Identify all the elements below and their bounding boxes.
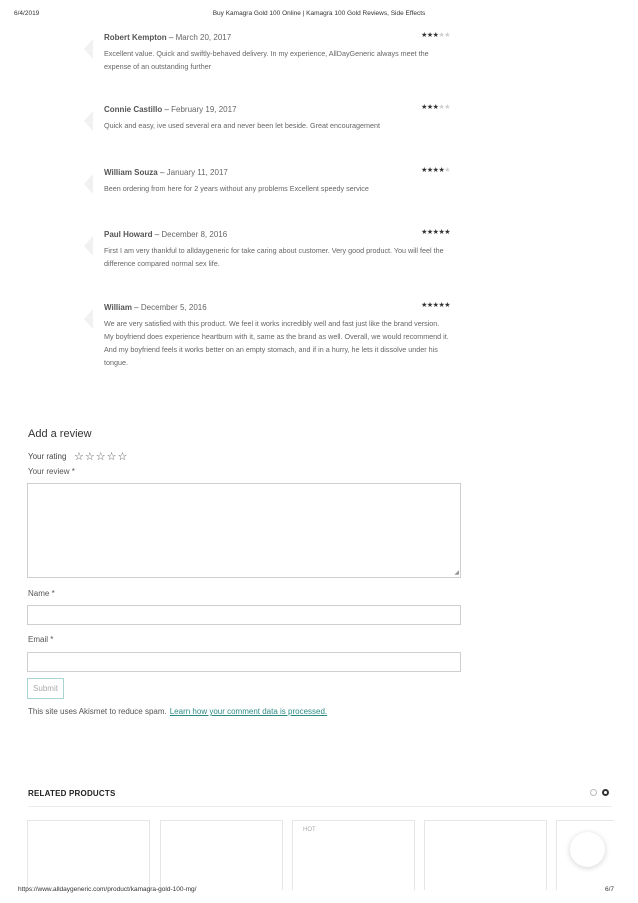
product-badge: HOT <box>303 827 316 833</box>
avatar-bubble <box>84 111 93 131</box>
star-filled-icon: ★ <box>426 104 433 111</box>
akismet-link[interactable]: Learn how your comment data is processed. <box>169 707 328 716</box>
review-meta: William Souza – January 11, 2017 <box>104 168 228 177</box>
rating-star-1-icon[interactable]: ☆ <box>74 451 85 463</box>
rating-star-4-icon[interactable]: ☆ <box>106 451 118 463</box>
star-filled-icon: ★ <box>426 229 433 236</box>
rating-star-selector <box>74 450 128 463</box>
star-filled-icon: ★ <box>432 229 439 236</box>
star-filled-icon: ★ <box>438 229 445 236</box>
review-item <box>86 33 450 83</box>
star-filled-icon: ★ <box>426 32 433 39</box>
review-item <box>86 168 450 198</box>
product-card[interactable] <box>160 820 283 890</box>
review-text: Excellent value. Quick and swiftly-behaved delivery. In my experience, AllDayGeneric always meet the expense of an outstanding further <box>104 49 429 71</box>
avatar-bubble <box>84 236 93 256</box>
submit-button[interactable]: Submit <box>27 678 64 699</box>
review-text: We are very satisfied with this product. We feel it works incredibly well and fast just like the brand version. My boyfriend does experience heartburn with it, same as the brand as well. Overall, we would recommend it. And my boyfriend feels it works better on an empty stomach, and if in a hurry, he lets it dissolve under his tongue. <box>104 319 449 367</box>
review-author: Connie Castillo <box>104 105 163 114</box>
scroll-to-top-button[interactable] <box>570 832 605 867</box>
name-label: Name * <box>28 589 55 598</box>
review-date: March 20, 2017 <box>175 33 232 42</box>
star-rating <box>421 103 450 111</box>
rating-label: Your rating <box>28 452 67 461</box>
star-filled-icon: ★ <box>421 167 427 174</box>
product-card[interactable] <box>424 820 547 890</box>
star-empty-icon: ★ <box>444 104 450 111</box>
review-date: January 11, 2017 <box>166 168 228 177</box>
star-filled-icon: ★ <box>432 167 439 174</box>
akismet-text: This site uses Akismet to reduce spam. <box>28 707 167 716</box>
star-empty-icon: ★ <box>438 104 445 111</box>
star-filled-icon: ★ <box>421 104 427 111</box>
star-filled-icon: ★ <box>421 229 427 236</box>
review-item <box>86 303 450 373</box>
review-author: William <box>104 303 132 312</box>
email-label: Email * <box>28 635 54 644</box>
star-rating <box>421 301 450 309</box>
star-filled-icon: ★ <box>444 302 450 309</box>
rating-star-5-icon[interactable]: ☆ <box>117 451 129 463</box>
star-filled-icon: ★ <box>438 167 445 174</box>
review-date: December 5, 2016 <box>140 303 207 312</box>
review-meta: Robert Kempton – March 20, 2017 <box>104 33 232 42</box>
review-textarea[interactable] <box>27 483 461 578</box>
review-author: William Souza <box>104 168 158 177</box>
resize-grip-icon[interactable]: ◢ <box>454 570 459 576</box>
name-field[interactable] <box>27 605 461 625</box>
star-filled-icon: ★ <box>438 302 445 309</box>
star-empty-icon: ★ <box>438 32 445 39</box>
divider <box>28 806 612 807</box>
avatar-bubble <box>84 309 93 329</box>
print-url: https://www.alldaygeneric.com/product/kamagra-gold-100-mg/ <box>18 886 197 893</box>
star-filled-icon: ★ <box>421 302 427 309</box>
review-author: Paul Howard <box>104 230 153 239</box>
review-meta: Connie Castillo – February 19, 2017 <box>104 105 237 114</box>
rating-star-3-icon[interactable]: ☆ <box>95 451 107 463</box>
star-rating <box>421 166 450 174</box>
review-text: Been ordering from here for 2 years without any problems Excellent speedy service <box>104 184 369 193</box>
avatar-bubble <box>84 174 93 194</box>
rating-star-2-icon[interactable]: ☆ <box>84 451 96 463</box>
review-date: December 8, 2016 <box>161 230 228 239</box>
product-card[interactable] <box>292 820 415 890</box>
star-filled-icon: ★ <box>432 302 439 309</box>
review-text: First I am very thankful to alldaygeneric for take caring about customer. Very good product. You will feel the difference compared normal sex life. <box>104 246 444 268</box>
rating-row <box>28 451 129 463</box>
star-filled-icon: ★ <box>421 32 427 39</box>
review-author: Robert Kempton <box>104 33 167 42</box>
avatar-bubble <box>84 39 93 59</box>
star-empty-icon: ★ <box>444 167 450 174</box>
star-filled-icon: ★ <box>432 104 439 111</box>
print-page-number: 6/7 <box>604 886 614 893</box>
related-products-heading: RELATED PRODUCTS <box>28 789 116 798</box>
email-field[interactable] <box>27 652 461 672</box>
review-item <box>86 230 450 275</box>
star-rating <box>421 228 450 236</box>
review-label: Your review * <box>28 467 75 476</box>
print-page-title: Buy Kamagra Gold 100 Online | Kamagra 100 Gold Reviews, Side Effects <box>212 10 426 17</box>
carousel-next-dot[interactable] <box>602 789 609 796</box>
review-text: Quick and easy, ive used several era and never been let beside. Great encouragement <box>104 121 380 130</box>
star-filled-icon: ★ <box>444 229 450 236</box>
star-filled-icon: ★ <box>432 32 439 39</box>
review-meta: Paul Howard – December 8, 2016 <box>104 230 228 239</box>
review-item <box>86 105 450 135</box>
star-filled-icon: ★ <box>426 302 433 309</box>
print-date: 6/4/2019 <box>14 10 40 17</box>
product-card[interactable] <box>27 820 150 890</box>
star-rating <box>421 31 450 39</box>
review-meta: William – December 5, 2016 <box>104 303 207 312</box>
review-date: February 19, 2017 <box>171 105 237 114</box>
star-filled-icon: ★ <box>426 167 433 174</box>
akismet-notice <box>28 707 327 716</box>
star-empty-icon: ★ <box>444 32 450 39</box>
add-review-heading: Add a review <box>28 428 92 440</box>
carousel-prev-dot[interactable] <box>590 789 597 796</box>
